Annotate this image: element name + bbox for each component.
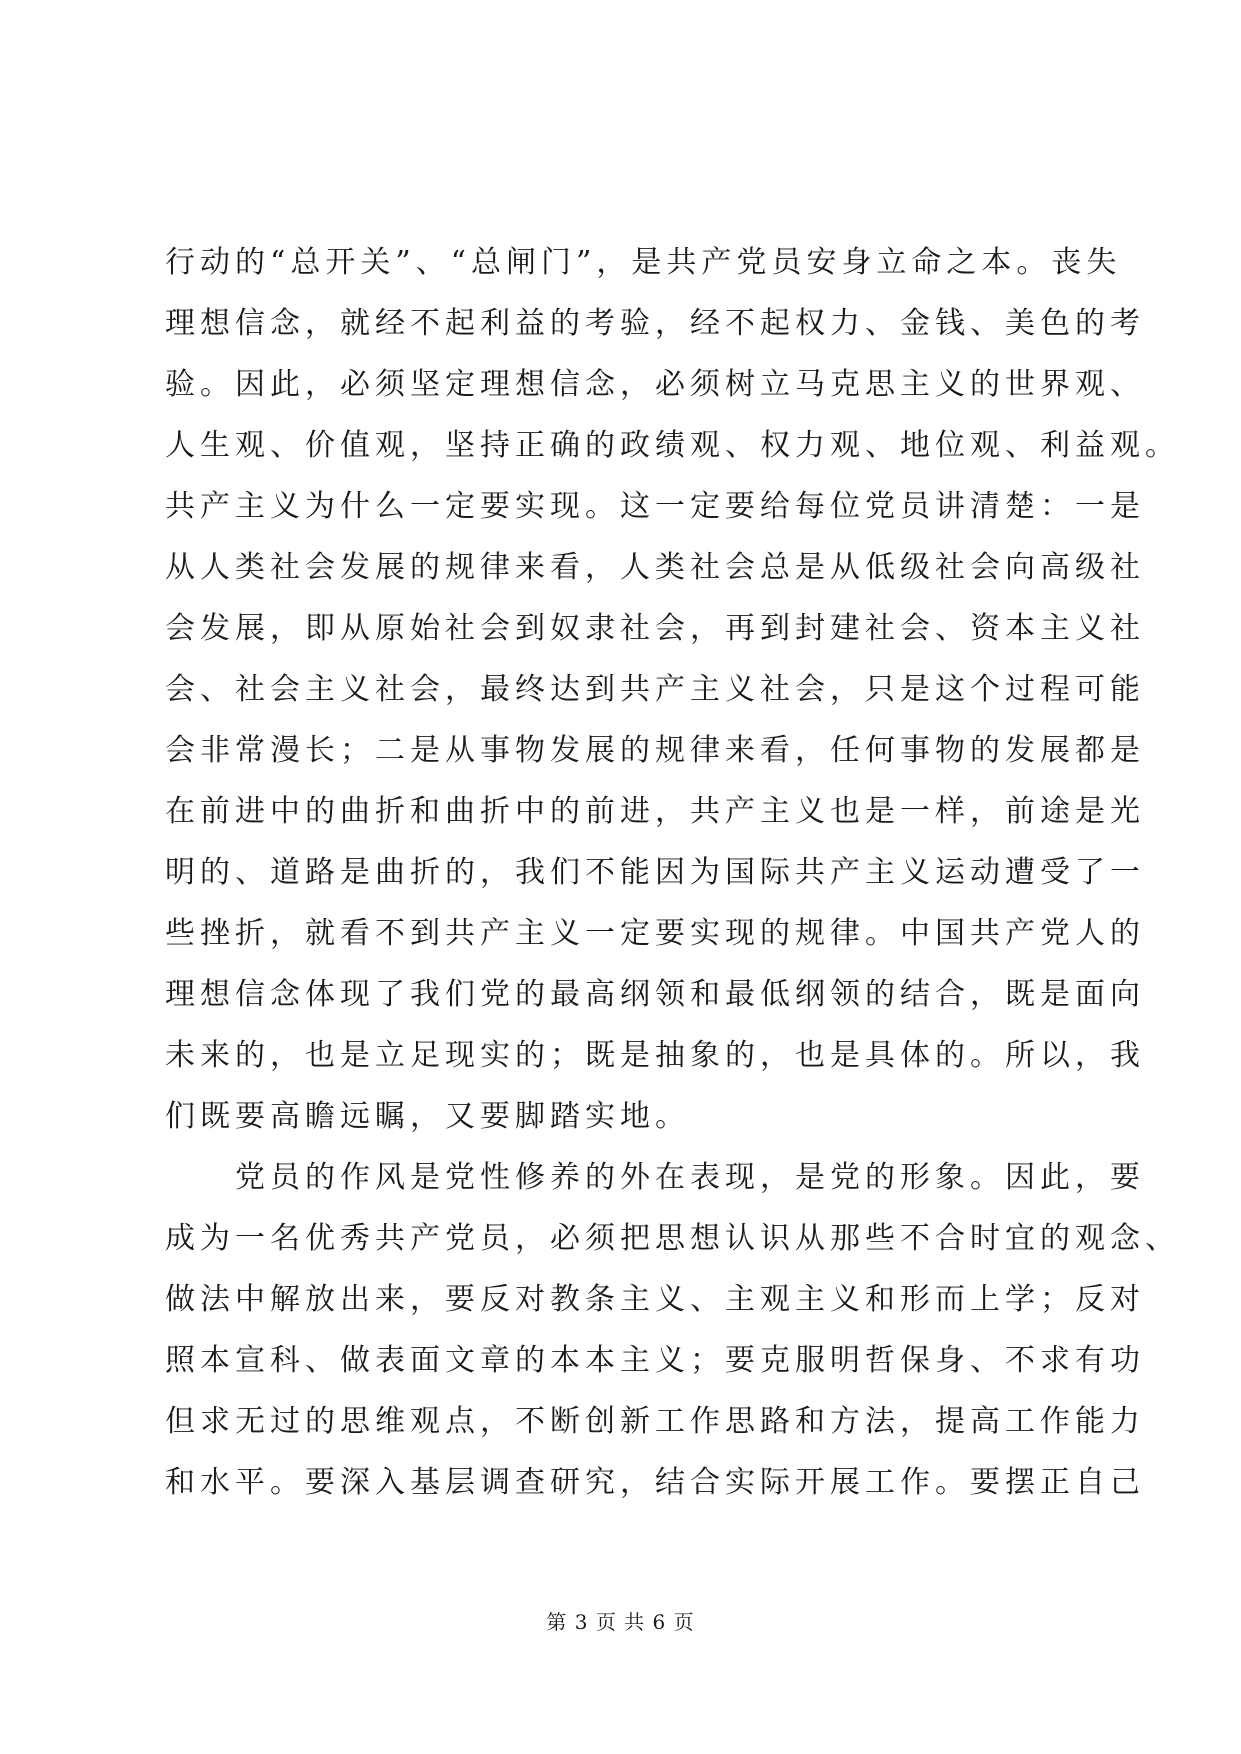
text-line: 但求无过的思维观点，不断创新工作思路和方法，提高工作能力 <box>165 1404 1145 1439</box>
text-line: 从人类社会发展的规律来看，人类社会总是从低级社会向高级社 <box>165 550 1145 585</box>
text-line: 照本宣科、做表面文章的本本主义；要克服明哲保身、不求有功 <box>165 1343 1145 1378</box>
text-line: 会发展，即从原始社会到奴隶社会，再到封建社会、资本主义社 <box>165 611 1145 646</box>
text-line: 些挫折，就看不到共产主义一定要实现的规律。中国共产党人的 <box>165 916 1145 951</box>
text-line: 做法中解放出来，要反对教条主义、主观主义和形而上学；反对 <box>165 1282 1145 1317</box>
text-line: 党员的作风是党性修养的外在表现，是党的形象。因此，要 <box>165 1160 1145 1195</box>
text-line: 未来的，也是立足现实的；既是抽象的，也是具体的。所以，我 <box>165 1038 1145 1073</box>
text-line: 共产主义为什么一定要实现。这一定要给每位党员讲清楚：一是 <box>165 489 1145 524</box>
text-line: 理想信念体现了我们党的最高纲领和最低纲领的结合，既是面向 <box>165 977 1145 1012</box>
text-line: 在前进中的曲折和曲折中的前进，共产主义也是一样，前途是光 <box>165 794 1145 829</box>
text-line: 会非常漫长；二是从事物发展的规律来看，任何事物的发展都是 <box>165 733 1145 768</box>
page-number-footer: 第 3 页 共 6 页 <box>546 1610 695 1634</box>
text-line: 理想信念，就经不起利益的考验，经不起权力、金钱、美色的考 <box>165 306 1145 341</box>
text-line: 会、社会主义社会，最终达到共产主义社会，只是这个过程可能 <box>165 672 1145 707</box>
text-line: 成为一名优秀共产党员，必须把思想认识从那些不合时宜的观念、 <box>165 1221 1180 1256</box>
text-line: 们既要高瞻远瞩，又要脚踏实地。 <box>165 1099 690 1134</box>
text-line: 验。因此，必须坚定理想信念，必须树立马克思主义的世界观、 <box>165 367 1145 402</box>
text-line: 和水平。要深入基层调查研究，结合实际开展工作。要摆正自己 <box>165 1465 1145 1500</box>
text-line: 人生观、价值观，坚持正确的政绩观、权力观、地位观、利益观。 <box>165 428 1180 463</box>
text-line: 行动的“总开关”、“总闸门”，是共产党员安身立命之本。丧失 <box>165 245 1122 280</box>
text-line: 明的、道路是曲折的，我们不能因为国际共产主义运动遭受了一 <box>165 855 1145 890</box>
body-text <box>165 232 1180 1513</box>
